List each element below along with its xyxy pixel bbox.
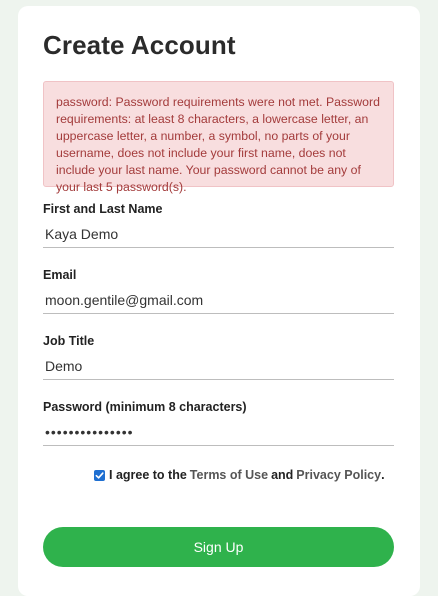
name-label: First and Last Name [43,202,163,216]
privacy-policy-link[interactable]: Privacy Policy [296,468,382,482]
checkmark-icon [95,471,104,480]
password-label: Password (minimum 8 characters) [43,400,247,414]
terms-of-use-link[interactable]: Terms of Use [189,468,269,482]
agree-prefix: I agree to the [109,468,187,482]
email-input[interactable] [43,286,394,314]
create-account-card [18,6,420,596]
name-input[interactable] [43,220,394,248]
error-alert [43,81,394,194]
agree-conjunction: and [271,468,294,482]
error-message: password: Password requirements were not met. Password requirements: at least 8 characters, a lowercase letter, an uppercase letter, a number, a symbol, no parts of your username, does not include your first name, does not include your last name. Your password cannot be any of your last 5 password(s). [56,95,380,194]
password-input[interactable] [43,418,394,446]
agree-suffix: . [381,468,385,482]
email-label: Email [43,268,77,282]
page-title: Create Account [43,30,236,60]
sign-up-button[interactable]: Sign Up [43,527,394,567]
agree-checkbox[interactable] [94,470,105,481]
agreement-row [94,468,385,482]
job-title-label: Job Title [43,334,95,348]
job-title-input[interactable] [43,352,394,380]
